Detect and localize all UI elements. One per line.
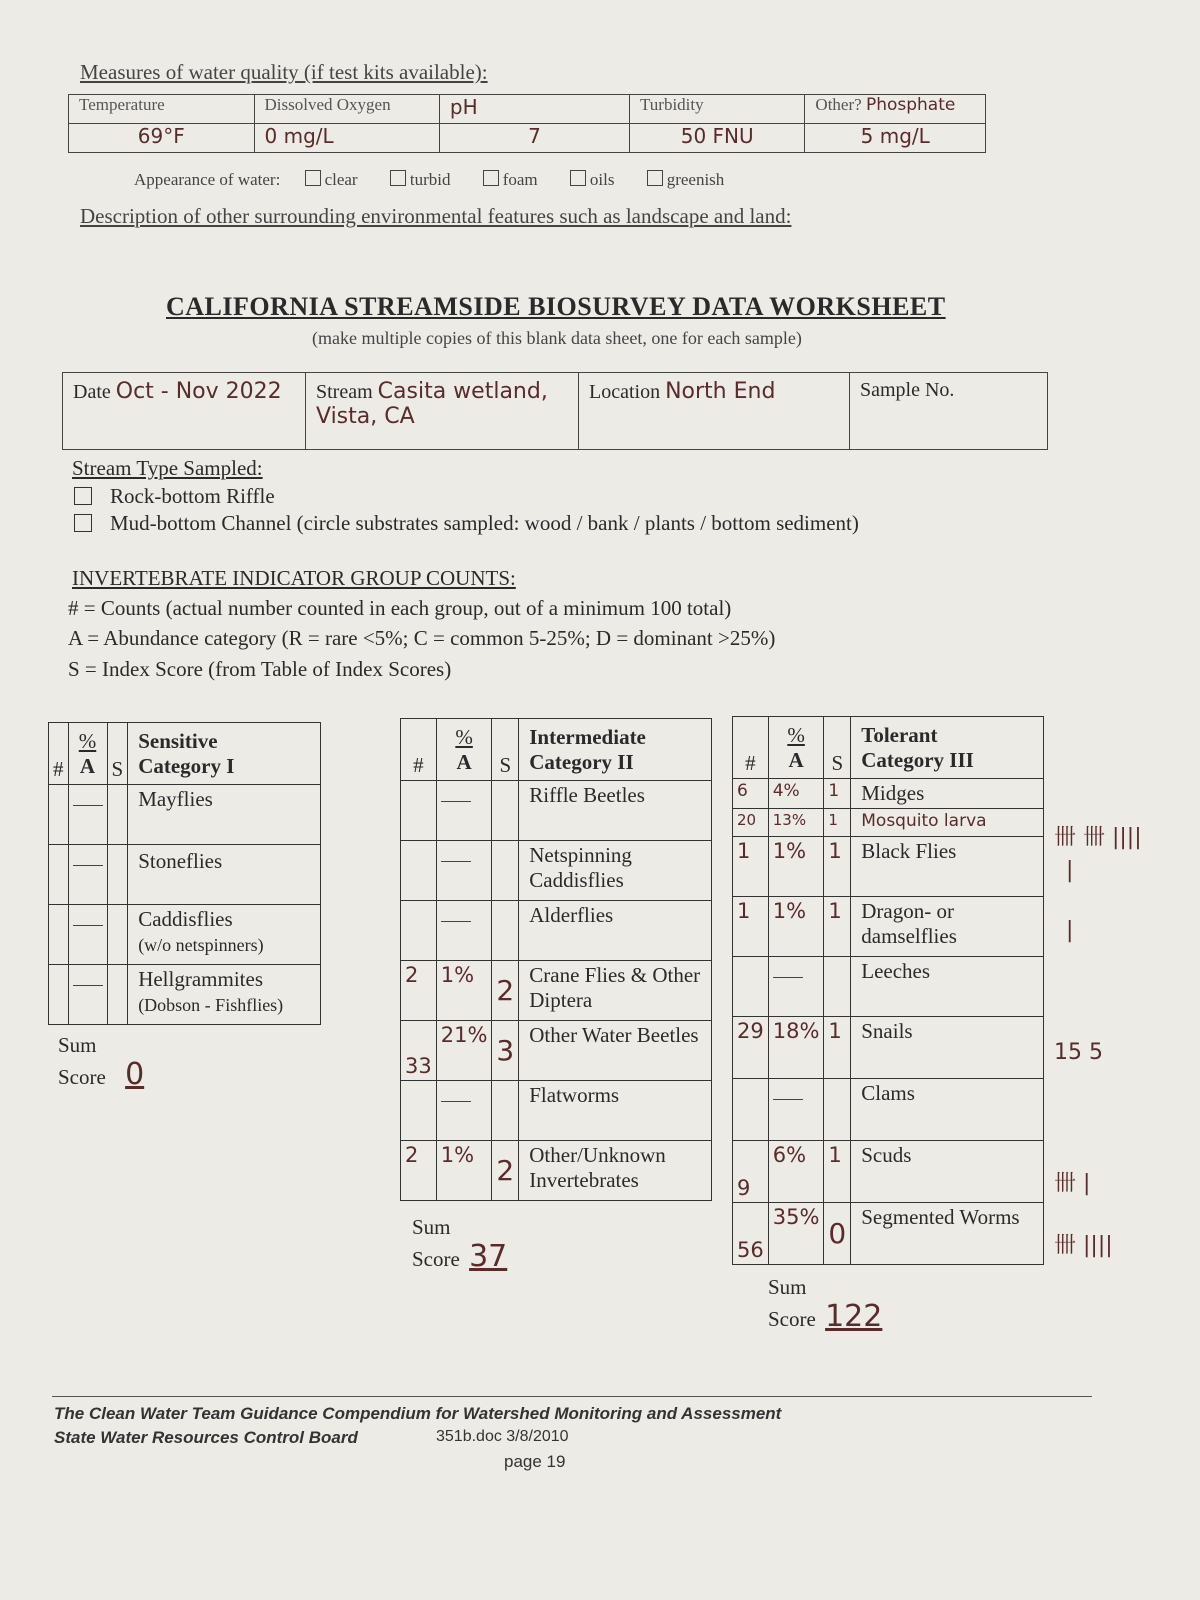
checkbox-icon — [570, 170, 586, 186]
surroundings-label: Description of other surrounding environmental features such as landscape and land: — [80, 204, 792, 228]
stream-type-option-channel[interactable]: Mud-bottom Channel (circle substrates sampled: wood / bank / plants / bottom sediment) — [74, 511, 859, 536]
stream-label: Stream — [316, 381, 373, 403]
dissolved-oxygen-label: Dissolved Oxygen — [264, 95, 391, 114]
appearance-label: Appearance of water: — [134, 170, 281, 189]
footer-divider — [52, 1396, 1092, 1397]
date-value: Oct - Nov 2022 — [115, 379, 282, 404]
intermediate-title: Intermediate — [529, 724, 646, 749]
sensitive-title: Sensitive — [138, 728, 218, 753]
legend-abundance: A = Abundance category (R = rare <5%; C = common 5-25%; D = dominant >25%) — [68, 626, 776, 650]
table-row: 9 6% 1 Scuds — [733, 1141, 1044, 1203]
worksheet-subtitle: (make multiple copies of this blank data sheet, one for each sample) — [312, 328, 802, 348]
worksheet-title: CALIFORNIA STREAMSIDE BIOSURVEY DATA WORKSHEET — [166, 292, 946, 321]
footer-board: State Water Resources Control Board — [54, 1428, 358, 1447]
footer-page: page 19 — [504, 1452, 566, 1471]
tally-black-flies: | — [1066, 858, 1074, 883]
sample-label: Sample No. — [860, 379, 955, 401]
checkbox-icon — [483, 170, 499, 186]
table-row: Mayflies — [49, 785, 321, 845]
tally-dragonflies: | — [1066, 918, 1074, 943]
table-row: Alderflies — [401, 901, 712, 961]
dissolved-oxygen-value: 0 mg/L — [264, 124, 334, 148]
table-row: 33 21% 3 Other Water Beetles — [401, 1021, 712, 1081]
table-row: 1 1% 1 Dragon- or damselflies — [733, 897, 1044, 957]
appearance-row — [134, 170, 724, 190]
appearance-turbid[interactable]: turbid — [390, 170, 451, 189]
table-row: Hellgrammites (Dobson - Fishflies) — [49, 965, 321, 1025]
stream-value: Casita wetland, Vista, CA — [316, 379, 548, 429]
table-row: Riffle Beetles — [401, 781, 712, 841]
date-label: Date — [73, 381, 111, 403]
table-row: Flatworms — [401, 1081, 712, 1141]
sensitive-sum-score: Sum Score 0 — [58, 1033, 145, 1092]
legend-score: S = Index Score (from Table of Index Scores) — [68, 657, 452, 681]
table-row: 2 1% 2 Crane Flies & Other Diptera — [401, 961, 712, 1021]
intermediate-score-value: 37 — [469, 1239, 508, 1274]
temperature-value: 69°F — [137, 124, 185, 148]
tally-segmented-worms: 卌 |||| — [1054, 1233, 1113, 1258]
stream-type-option-riffle[interactable]: Rock-bottom Riffle — [74, 484, 275, 509]
count-header: # — [49, 723, 69, 785]
ph-value: 7 — [528, 124, 541, 148]
other-value: 5 mg/L — [860, 124, 930, 148]
sensitive-score-value: 0 — [125, 1057, 145, 1092]
ph-label: pH — [449, 95, 478, 119]
sensitive-table: # % A S Sensitive Category I Mayflies Stoneflies Caddisflies (w/o netspinners) Hellgrammites (Dobson - Fishflies) — [48, 722, 321, 1025]
table-row: 20 13% 1 Mosquito larva — [733, 809, 1044, 837]
tally-mosquito: 卌 卌 |||| — [1054, 825, 1142, 850]
tolerant-table: # % A S Tolerant Category III 6 4% 1 Midges 20 13% 1 Mosquito larva 1 1% 1 Black Flies 1 1% 1 Dragon- or damselflies Leeches 29 18% 1 Snails Clams 9 6% 1 Scuds 56 35% 0 Segmented Worms — [732, 716, 1044, 1265]
invertebrate-heading: INVERTEBRATE INDICATOR GROUP COUNTS: — [72, 566, 516, 590]
table-row: Leeches — [733, 957, 1044, 1017]
table-row: Clams — [733, 1079, 1044, 1141]
table-row: 56 35% 0 Segmented Worms — [733, 1203, 1044, 1265]
table-row: Stoneflies — [49, 845, 321, 905]
footer-doc: 351b.doc 3/8/2010 — [436, 1428, 569, 1445]
table-row: 6 4% 1 Midges — [733, 779, 1044, 809]
checkbox-icon — [74, 514, 92, 532]
temperature-label: Temperature — [79, 95, 165, 114]
tolerant-score-value: 122 — [825, 1299, 883, 1334]
tally-snails: 15 5 — [1054, 1040, 1103, 1065]
intermediate-table: # % A S Intermediate Category II Riffle Beetles Netspinning Caddisflies Alderflies 2 1% 2 Crane Flies & Other Diptera 33 21% 3 Other Water Beetles Flatworms 2 1% 2 Other/Unknown Invertebrates — [400, 718, 712, 1201]
table-row: 2 1% 2 Other/Unknown Invertebrates — [401, 1141, 712, 1201]
tolerant-sum-score: Sum Score 122 — [768, 1275, 883, 1334]
appearance-greenish[interactable]: greenish — [647, 170, 725, 189]
appearance-foam[interactable]: foam — [483, 170, 538, 189]
checkbox-icon — [647, 170, 663, 186]
appearance-clear[interactable]: clear — [305, 170, 358, 189]
location-value: North End — [665, 379, 776, 404]
intermediate-sum-score: Sum Score 37 — [412, 1215, 508, 1274]
checkbox-icon — [305, 170, 321, 186]
table-row: 29 18% 1 Snails — [733, 1017, 1044, 1079]
legend-counts: # = Counts (actual number counted in each group, out of a minimum 100 total) — [68, 596, 732, 620]
water-quality-table — [68, 94, 986, 153]
checkbox-icon — [74, 487, 92, 505]
turbidity-value: 50 FNU — [680, 124, 754, 148]
checkbox-icon — [390, 170, 406, 186]
table-row: Caddisflies (w/o netspinners) — [49, 905, 321, 965]
location-label: Location — [589, 381, 661, 403]
table-row: 1 1% 1 Black Flies — [733, 837, 1044, 897]
water-quality-heading: Measures of water quality (if test kits available): — [80, 60, 488, 84]
tally-scuds: 卌 | — [1054, 1171, 1091, 1196]
footer-compendium: The Clean Water Team Guidance Compendium for Watershed Monitoring and Assessment — [54, 1404, 782, 1423]
other-parameter-name: Phosphate — [865, 95, 956, 115]
appearance-oils[interactable]: oils — [570, 170, 615, 189]
stream-type-heading: Stream Type Sampled: — [72, 456, 263, 480]
turbidity-label: Turbidity — [640, 95, 704, 114]
sample-info-table — [62, 372, 1048, 450]
other-label: Other? — [815, 95, 862, 114]
tolerant-title: Tolerant — [861, 722, 938, 747]
table-row: Netspinning Caddisflies — [401, 841, 712, 901]
